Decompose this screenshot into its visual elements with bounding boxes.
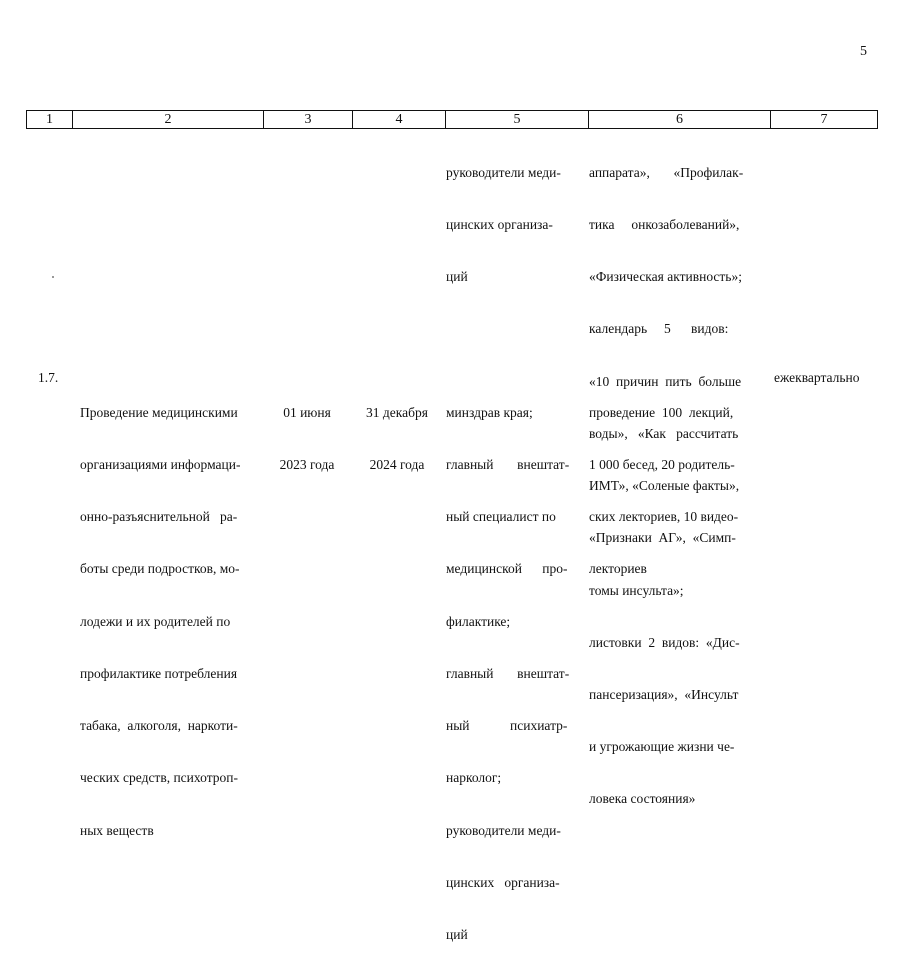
text-line: главный внештат- bbox=[446, 665, 570, 681]
text-line: ИМТ», «Соленые факты», bbox=[589, 478, 740, 494]
text-line: ловека состояния» bbox=[589, 791, 696, 807]
result-cell bbox=[589, 369, 761, 595]
text-line: главный внештат- bbox=[446, 457, 570, 473]
text-line: организациями информаци- bbox=[80, 457, 241, 473]
text-line: 01 июня bbox=[283, 404, 331, 420]
text-line: профилактике потребления bbox=[80, 665, 238, 681]
text-line: лодежи и их родителей по bbox=[80, 613, 231, 629]
scan-speck bbox=[52, 276, 54, 278]
text-line: календарь 5 видов: bbox=[589, 321, 729, 337]
column-header-4: 4 bbox=[353, 111, 446, 129]
column-header-1: 1 bbox=[27, 111, 73, 129]
text-line: 31 декабря bbox=[366, 404, 428, 420]
text-line: ных веществ bbox=[80, 822, 154, 838]
text-line: воды», «Как рассчитать bbox=[589, 425, 739, 441]
column-header-5: 5 bbox=[446, 111, 589, 129]
event-description-cell bbox=[80, 369, 260, 856]
text-line: 2024 года bbox=[369, 457, 425, 473]
start-date-cell bbox=[270, 369, 344, 491]
continued-responsible-cell bbox=[446, 129, 578, 303]
column-header-7: 7 bbox=[771, 111, 878, 129]
row-number: 1.7. bbox=[38, 370, 59, 385]
text-line: минздрав края; bbox=[446, 404, 533, 420]
text-line: проведение 100 лекций, bbox=[589, 404, 734, 420]
text-line: листовки 2 видов: «Дис- bbox=[589, 634, 740, 650]
text-line: ских лекториев, 10 видео- bbox=[589, 509, 739, 525]
text-line: ный психиатр- bbox=[446, 718, 568, 734]
text-line: руководители меди- bbox=[446, 164, 561, 180]
column-header-2: 2 bbox=[73, 111, 264, 129]
text-line: лекториев bbox=[589, 561, 647, 577]
end-date-cell bbox=[356, 369, 438, 491]
text-line: ный специалист по bbox=[446, 509, 556, 525]
text-line: медицинской про- bbox=[446, 561, 568, 577]
text-line: пансеризация», «Инсульт bbox=[589, 687, 739, 702]
text-line: «10 причин пить больше bbox=[589, 373, 742, 389]
column-header-3: 3 bbox=[264, 111, 353, 129]
text-line: тика онкозаболеваний», bbox=[589, 217, 740, 233]
text-line: «Признаки АГ», «Симп- bbox=[589, 530, 736, 546]
column-number-header bbox=[26, 110, 878, 129]
text-line: 2023 года bbox=[279, 457, 335, 473]
text-line: филактике; bbox=[446, 613, 511, 629]
text-line: онно-разъяснительной ра- bbox=[80, 509, 238, 525]
text-line: 1 000 бесед, 20 родитель- bbox=[589, 457, 735, 473]
text-line: Проведение медицинскими bbox=[80, 404, 238, 420]
text-line: боты среди подростков, мо- bbox=[80, 561, 240, 577]
text-line: аппарата», «Профилак- bbox=[589, 164, 744, 180]
text-line: «Физическая активность»; bbox=[589, 269, 742, 285]
page-number: 5 bbox=[860, 44, 867, 59]
column-header-6: 6 bbox=[589, 111, 771, 129]
text-line: ций bbox=[446, 269, 468, 285]
frequency-cell: ежеквартально bbox=[774, 370, 860, 385]
text-line: цинских организа- bbox=[446, 217, 553, 233]
text-line: руководители меди- bbox=[446, 822, 561, 838]
text-line: табака, алкоголя, наркоти- bbox=[80, 718, 238, 734]
text-line: цинских организа- bbox=[446, 874, 560, 890]
text-line: томы инсульта»; bbox=[589, 582, 684, 598]
responsible-cell bbox=[446, 369, 578, 961]
text-line: ций bbox=[446, 927, 468, 942]
text-line: нарколог; bbox=[446, 770, 502, 786]
text-line: ческих средств, психотроп- bbox=[80, 770, 238, 786]
text-line: и угрожающие жизни че- bbox=[589, 739, 735, 755]
